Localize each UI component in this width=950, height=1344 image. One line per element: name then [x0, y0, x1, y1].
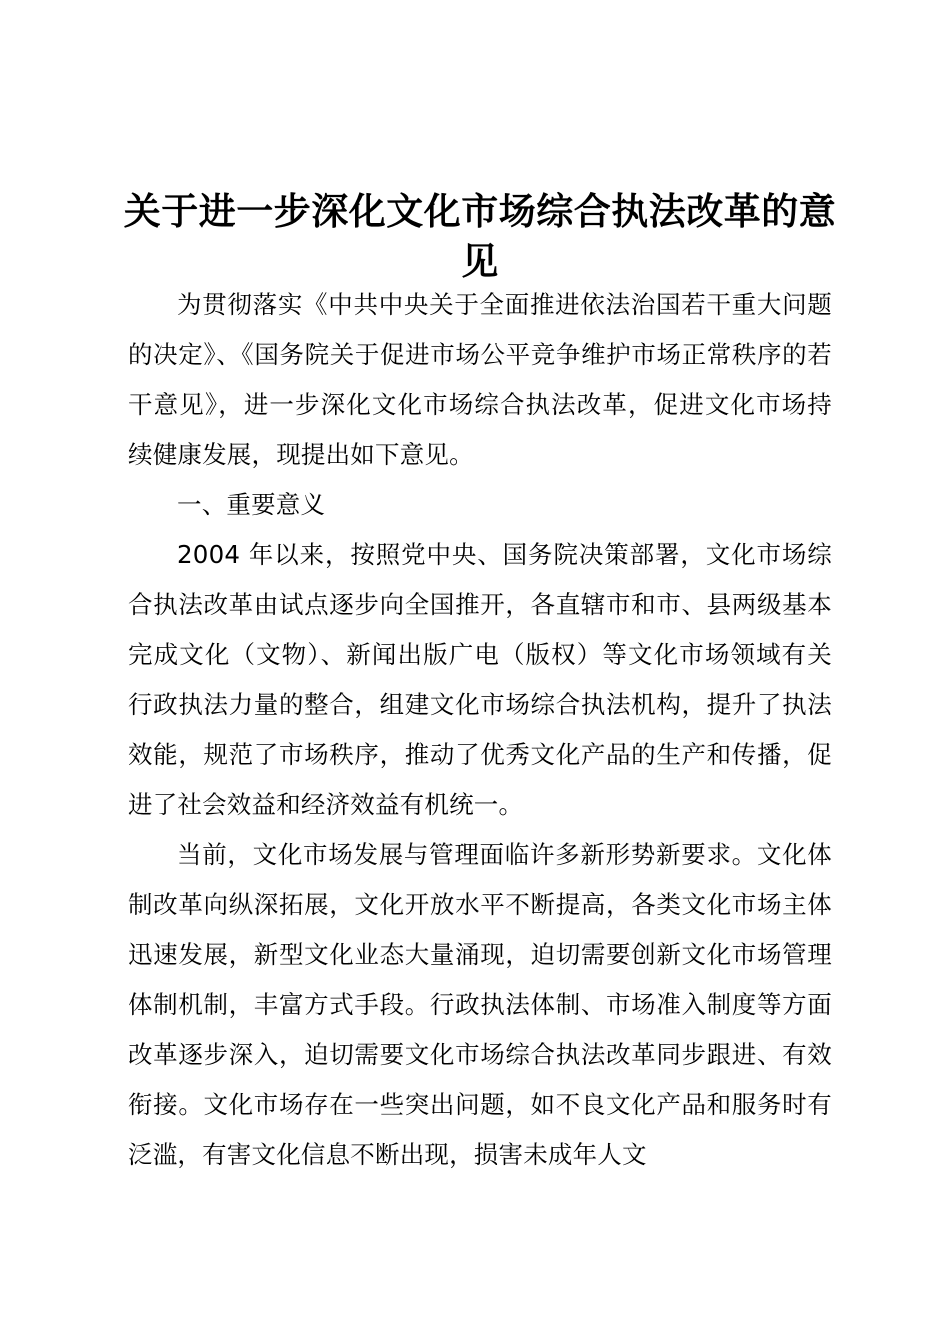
document-body: [128, 280, 832, 1180]
document-title: 关于进一步深化文化市场综合执法改革的意见: [123, 189, 837, 283]
paragraph-intro: 为贯彻落实《中共中央关于全面推进依法治国若干重大问题的决定》、《国务院关于促进市场公平竞争维护市场正常秩序的若干意见》，进一步深化文化市场综合执法改革，促进文化市场持续健康发展，现提出如下意见。: [128, 290, 832, 469]
paragraph-history: 2004 年以来，按照党中央、国务院决策部署，文化市场综合执法改革由试点逐步向全国推开，各直辖市和市、县两级基本完成文化（文物）、新闻出版广电（版权）等文化市场领域有关行政执法力量的整合，组建文化市场综合执法机构，提升了执法效能，规范了市场秩序，推动了优秀文化产品的生产和传播，促进了社会效益和经济效益有机统一。: [128, 540, 832, 819]
section-heading-importance: 一、重要意义: [177, 490, 326, 519]
paragraph-current-situation: 当前，文化市场发展与管理面临许多新形势新要求。文化体制改革向纵深拓展，文化开放水平不断提高，各类文化市场主体迅速发展，新型文化业态大量涌现，迫切需要创新文化市场管理体制机制，丰富方式手段。行政执法体制、市场准入制度等方面改革逐步深入，迫切需要文化市场综合执法改革同步跟进、有效衔接。文化市场存在一些突出问题，如不良文化产品和服务时有泛滥，有害文化信息不断出现，损害未成年人文: [128, 840, 832, 1169]
